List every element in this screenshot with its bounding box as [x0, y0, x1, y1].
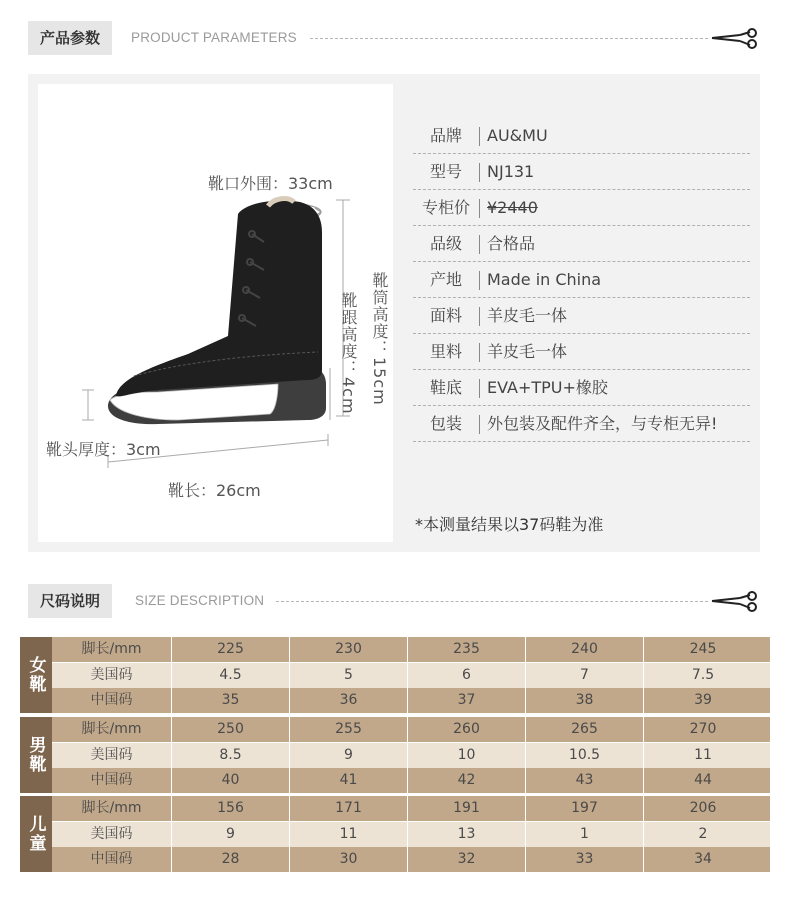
table-cell: 1: [526, 822, 644, 847]
param-value: 外包装及配件齐全，与专柜无异!: [487, 414, 718, 433]
table-cell: 33: [526, 847, 644, 872]
param-row: [413, 118, 750, 154]
scissors-icon: [710, 27, 760, 49]
table-cell: 156: [172, 796, 290, 821]
size-title: 尺码说明: [28, 584, 112, 618]
table-cell: 255: [290, 717, 408, 742]
table-cell: 11: [694, 747, 712, 763]
table-row: [52, 688, 770, 713]
table-cell: 206: [689, 800, 717, 816]
table-cell: 13: [408, 822, 526, 847]
param-value: Made in China: [487, 270, 602, 289]
opening-measure: 靴口外围：33cm: [208, 174, 333, 193]
table-cell: 191: [408, 796, 526, 821]
table-row: [52, 768, 770, 793]
table-cell: 8.5: [172, 743, 290, 768]
table-cell: 44: [694, 772, 712, 788]
table-cell: 36: [290, 688, 408, 713]
param-row: [413, 190, 750, 226]
row-label: 脚长/mm: [52, 637, 172, 662]
row-label: 中国码: [52, 688, 172, 713]
table-cell: 37: [408, 688, 526, 713]
product-photo-card: [38, 84, 393, 542]
heel-measure: 靴跟高度：4cm: [339, 292, 358, 415]
table-cell: 171: [290, 796, 408, 821]
table-row: [52, 637, 770, 662]
row-label: 脚长/mm: [52, 717, 172, 742]
table-cell: 11: [290, 822, 408, 847]
table-cell: 7: [526, 663, 644, 688]
group-label: 儿童: [20, 796, 52, 872]
table-cell: 41: [290, 768, 408, 793]
param-value: 羊皮毛一体: [487, 342, 568, 361]
length-measure: 靴长：26cm: [168, 481, 261, 500]
group-label: 男靴: [20, 717, 52, 793]
param-row: [413, 226, 750, 262]
size-group-kids: [20, 796, 770, 872]
param-value: 合格品: [487, 234, 536, 253]
params-section-header: [28, 21, 768, 55]
row-label: 美国码: [52, 822, 172, 847]
table-cell: 38: [526, 688, 644, 713]
table-cell: 10.5: [526, 743, 644, 768]
table-row: [52, 796, 770, 821]
param-key: 包装: [429, 414, 462, 433]
param-key: 品牌: [429, 126, 462, 145]
param-list: [413, 118, 750, 442]
table-cell: 34: [694, 851, 712, 867]
group-label: 女靴: [20, 637, 52, 713]
table-row: [52, 847, 770, 872]
toe-measure: 靴头厚度：3cm: [46, 440, 161, 459]
table-cell: 6: [408, 663, 526, 688]
dashed-divider: [310, 38, 708, 39]
params-panel: [28, 74, 760, 552]
size-group-men: [20, 717, 770, 793]
table-cell: 40: [172, 768, 290, 793]
table-cell: 43: [526, 768, 644, 793]
table-cell: 235: [408, 637, 526, 662]
table-cell: 9: [290, 743, 408, 768]
table-cell: 270: [689, 721, 717, 737]
param-key: 品级: [429, 234, 462, 253]
table-cell: 197: [526, 796, 644, 821]
param-value: EVA+TPU+橡胶: [487, 378, 608, 397]
table-cell: 32: [408, 847, 526, 872]
table-cell: 42: [408, 768, 526, 793]
table-cell: 225: [172, 637, 290, 662]
table-cell: 28: [172, 847, 290, 872]
param-value: AU&MU: [487, 126, 548, 145]
row-label: 美国码: [52, 743, 172, 768]
table-cell: 240: [526, 637, 644, 662]
param-row: [413, 334, 750, 370]
params-subtitle: PRODUCT PARAMETERS: [131, 30, 297, 45]
shaft-measure: 靴筒高度：15cm: [370, 272, 389, 406]
param-value: NJ131: [487, 162, 535, 181]
table-cell: 30: [290, 847, 408, 872]
size-section-header: [28, 584, 768, 618]
row-label: 美国码: [52, 663, 172, 688]
param-key: 型号: [429, 162, 462, 181]
param-key: 产地: [429, 270, 462, 289]
param-key: 里料: [429, 342, 462, 361]
dashed-divider: [276, 601, 708, 602]
table-cell: 230: [290, 637, 408, 662]
table-cell: 7.5: [691, 667, 715, 683]
param-row: [413, 406, 750, 442]
table-cell: 10: [408, 743, 526, 768]
param-value: 羊皮毛一体: [487, 306, 568, 325]
table-row: [52, 743, 770, 768]
table-cell: 35: [172, 688, 290, 713]
param-row: [413, 370, 750, 406]
param-key: 鞋底: [429, 378, 462, 397]
param-value-price: ¥2440: [487, 198, 538, 217]
table-cell: 39: [694, 692, 712, 708]
table-row: [52, 822, 770, 847]
table-cell: 9: [172, 822, 290, 847]
param-row: [413, 262, 750, 298]
table-cell: 250: [172, 717, 290, 742]
size-group-women: [20, 637, 770, 713]
table-row: [52, 717, 770, 742]
table-cell: 265: [526, 717, 644, 742]
table-cell: 260: [408, 717, 526, 742]
params-title: 产品参数: [28, 21, 112, 55]
table-cell: 5: [290, 663, 408, 688]
row-label: 脚长/mm: [52, 796, 172, 821]
table-cell: 245: [689, 641, 717, 657]
param-key: 面料: [429, 306, 462, 325]
param-key: 专柜价: [421, 198, 470, 217]
table-cell: 4.5: [172, 663, 290, 688]
row-label: 中国码: [52, 768, 172, 793]
measurement-note: *本测量结果以37码鞋为准: [415, 515, 604, 534]
table-row: [52, 663, 770, 688]
param-row: [413, 154, 750, 190]
scissors-icon: [710, 590, 760, 612]
row-label: 中国码: [52, 847, 172, 872]
table-cell: 2: [698, 826, 708, 842]
param-row: [413, 298, 750, 334]
size-subtitle: SIZE DESCRIPTION: [135, 593, 265, 608]
